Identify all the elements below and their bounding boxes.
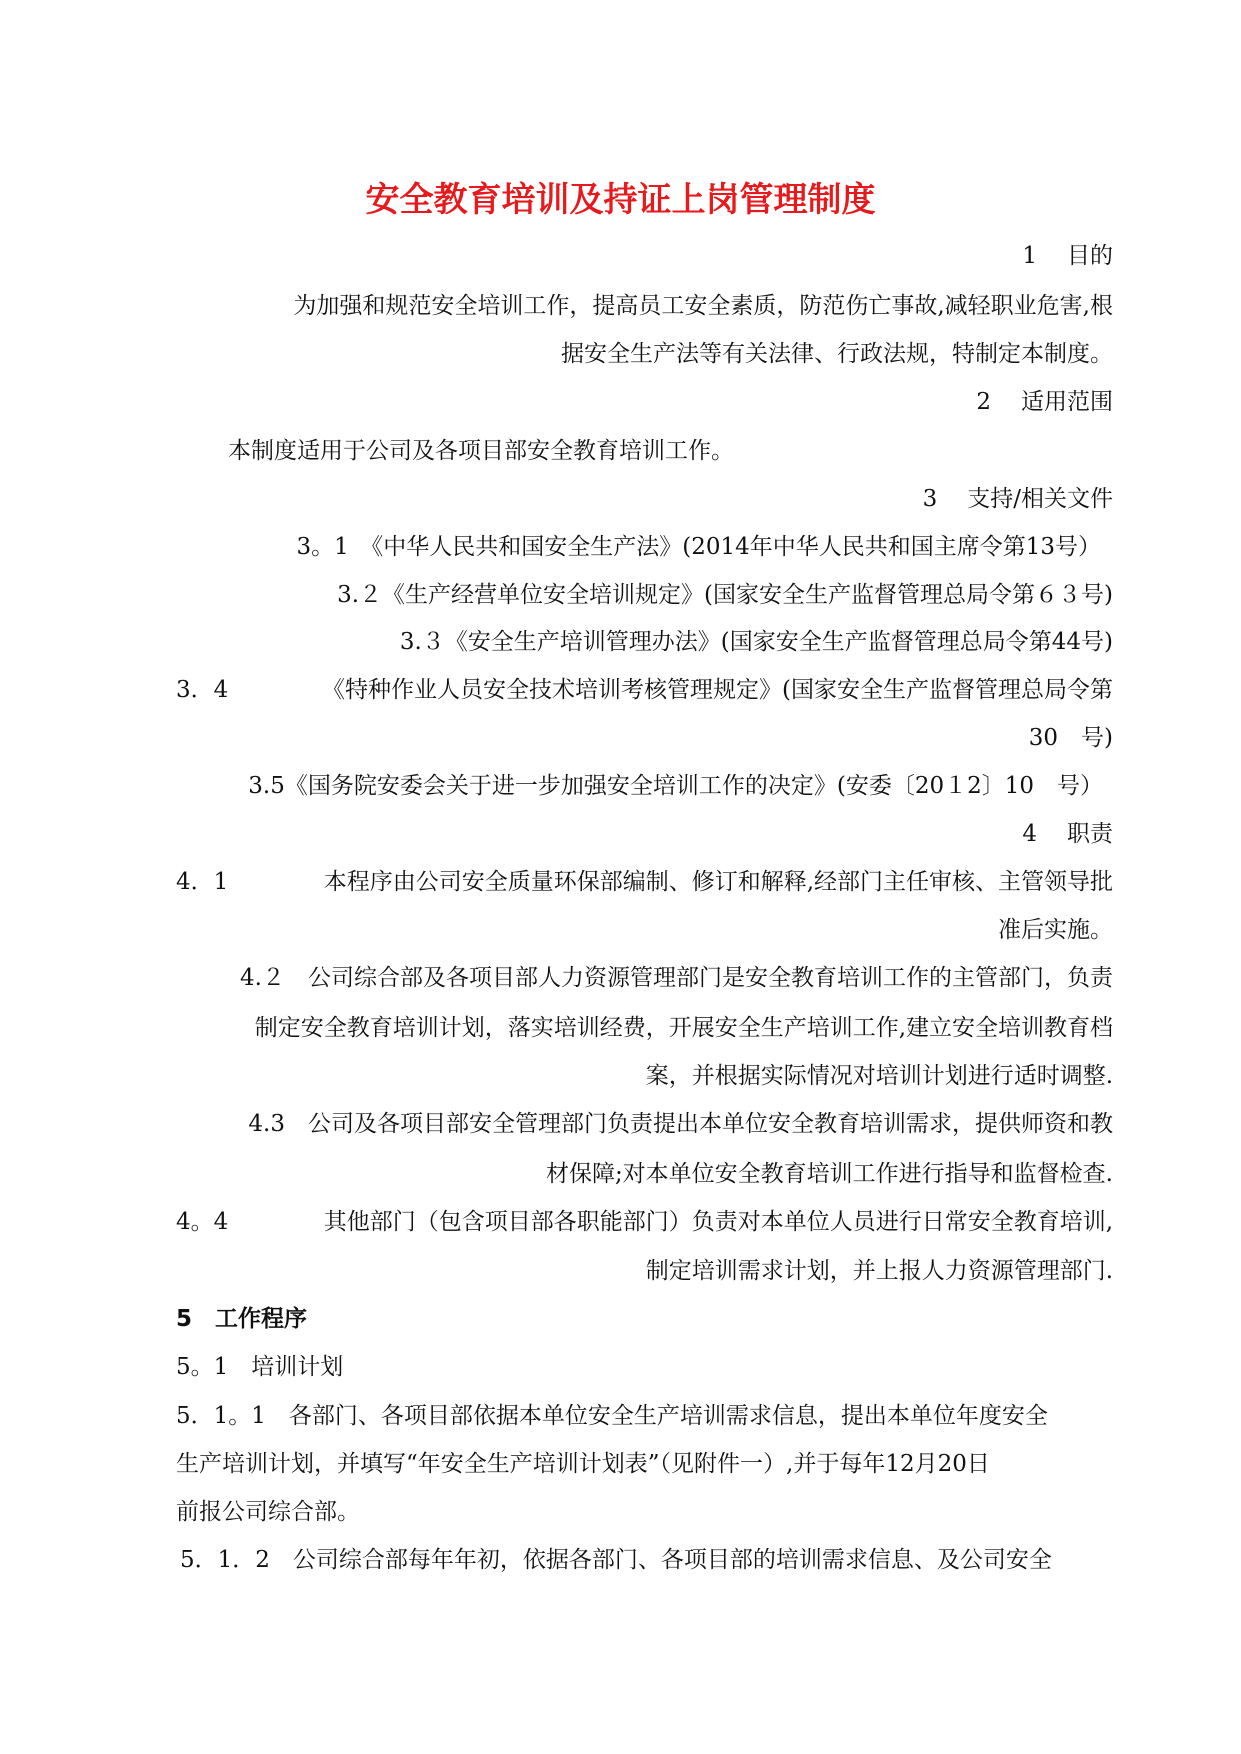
procedure-5-1-2-line-1: 5．1．2 公司综合部每年年初，依据各部门、各项目部的培训需求信息、及公司安全 — [180, 1547, 1052, 1573]
section-4-number: 4 — [1022, 821, 1037, 847]
document-title: 安全教育培训及持证上岗管理制度 — [365, 180, 876, 220]
procedure-5-1-1-line-1: 5．1。1 各部门、各项目部依据本单位安全生产培训需求信息，提出本单位年度安全 — [176, 1403, 1048, 1429]
duty-4-4-number: 4。4 — [176, 1209, 229, 1235]
duty-4-2-line-2: 制定安全教育培训计划，落实培训经费，开展安全生产培训工作,建立安全培训教育档 — [254, 1015, 1113, 1041]
duty-4-2-line-1: 4.２ 公司综合部及各项目部人力资源管理部门是安全教育培训工作的主管部门，负责 — [240, 965, 1113, 991]
procedure-5-1-1-line-2: 生产培训计划，并填写“年安全生产培训计划表”（见附件一）,并于每年12月20日 — [176, 1451, 990, 1477]
reference-item-3-1: 3。1 《中华人民共和国安全生产法》(2014年中华人民共和国主席令第13号） — [296, 534, 1101, 560]
section-2-paragraph: 本制度适用于公司及各项目部安全教育培训工作。 — [228, 438, 734, 464]
section-4-title: 职责 — [1067, 821, 1113, 847]
section-1-title: 目的 — [1067, 243, 1113, 269]
section-3-number: 3 — [922, 486, 938, 512]
duty-4-1-text: 本程序由公司安全质量环保部编制、修订和解释,经部门主任审核、主管领导批 — [323, 869, 1113, 895]
duty-4-1-line-2: 准后实施。 — [998, 917, 1113, 943]
reference-item-3-5: 3.5《国务院安委会关于进一步加强安全培训工作的决定》(安委〔20１2〕10 号） — [248, 773, 1103, 799]
section-2-heading — [976, 386, 1113, 418]
reference-item-3-4-line-2: 30 号) — [1028, 725, 1113, 751]
section-1-paragraph-line-1: 为加强和规范安全培训工作，提高员工安全素质，防范伤亡事故,减轻职业危害,根 — [293, 293, 1113, 319]
duty-4-4-line-2: 制定培训需求计划，并上报人力资源管理部门. — [645, 1258, 1113, 1284]
duty-4-3-line-2: 材保障;对本单位安全教育培训工作进行指导和监督检查. — [545, 1161, 1113, 1187]
duty-4-4-text: 其他部门（包含项目部各职能部门）负责对本单位人员进行日常安全教育培训, — [323, 1209, 1113, 1235]
section-3-title: 支持/相关文件 — [967, 486, 1113, 512]
procedure-5-1-1-line-3: 前报公司综合部。 — [176, 1499, 360, 1525]
reference-item-3-4-number: 3．4 — [176, 677, 229, 703]
reference-item-3-2: 3.２《生产经营单位安全培训规定》(国家安全生产监督管理总局令第６３号) — [337, 582, 1113, 608]
section-4-heading — [1022, 818, 1113, 850]
subsection-5-1-heading: 5。1 培训计划 — [176, 1354, 344, 1380]
duty-4-2-line-3: 案，并根据实际情况对培训计划进行适时调整. — [645, 1063, 1113, 1089]
section-3-heading — [923, 483, 1113, 515]
section-5-heading: 5 工作程序 — [176, 1306, 308, 1332]
section-1-paragraph-line-2: 据安全生产法等有关法律、行政法规，特制定本制度。 — [561, 341, 1113, 367]
duty-4-3-line-1: 4.3 公司及各项目部安全管理部门负责提出本单位安全教育培训需求，提供师资和教 — [248, 1111, 1113, 1137]
duty-4-1-number: 4．1 — [176, 869, 229, 895]
section-1-heading — [1022, 240, 1113, 272]
reference-item-3-4-text: 《特种作业人员安全技术培训考核管理规定》(国家安全生产监督管理总局令第 — [322, 677, 1113, 703]
section-2-number: 2 — [976, 389, 991, 415]
section-1-number: 1 — [1022, 243, 1037, 269]
reference-item-3-3: 3.３《安全生产培训管理办法》(国家安全生产监督管理总局令第44号) — [399, 629, 1113, 655]
section-2-title: 适用范围 — [1021, 389, 1113, 415]
